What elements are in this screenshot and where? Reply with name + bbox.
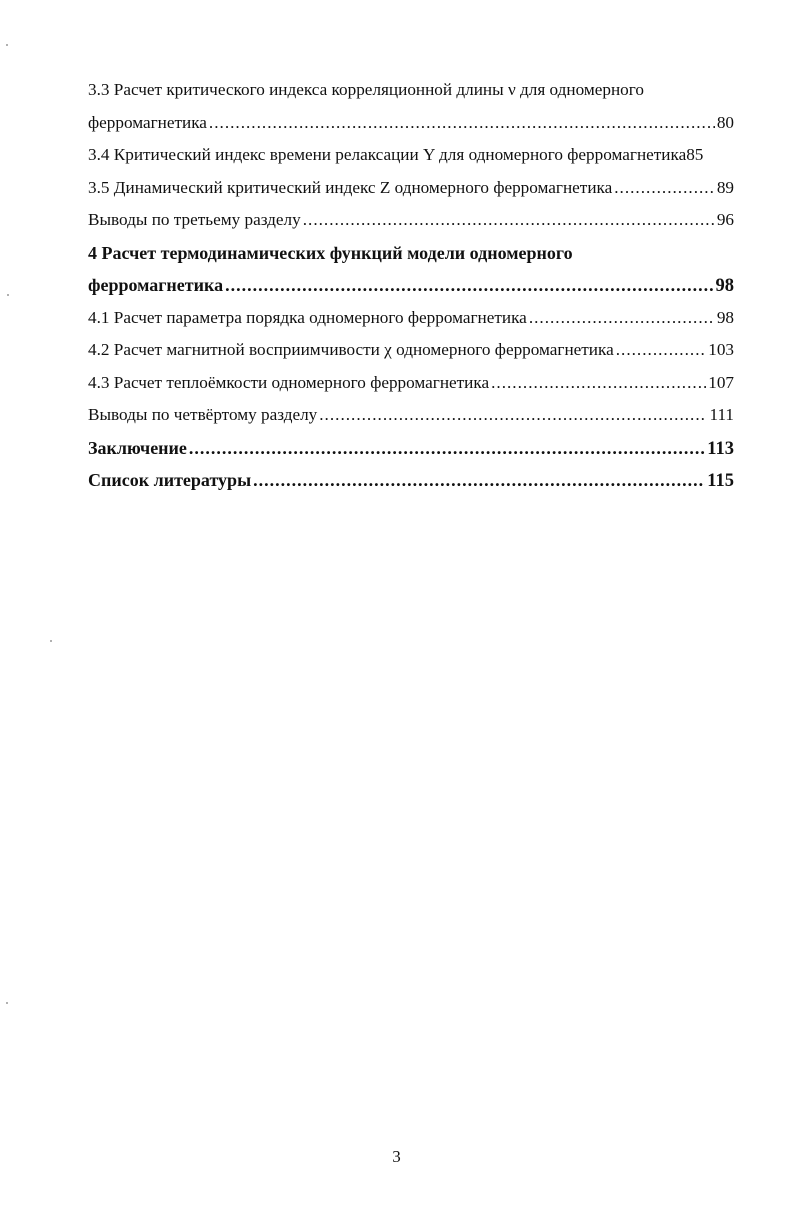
toc-chapter-title: ферромагнетика [88,275,224,295]
toc-entry-3-3[interactable] [88,107,734,140]
toc-entry-conclusions-3[interactable] [88,204,734,237]
scan-speck [6,1002,8,1004]
toc-page-number: 115 [707,471,734,491]
toc-page-number: 98 [716,307,734,327]
dot-leader [225,269,713,302]
toc-entry-title: Выводы по третьему разделу [88,210,301,229]
toc-chapter-title: Список литературы [88,470,252,490]
toc-entry-4-3[interactable] [88,367,734,400]
scan-speck [6,44,8,46]
toc-page-number: 103 [708,340,734,359]
toc-chapter-title: 4 Расчет термодинамических функций модели одномерного [88,242,573,263]
dot-leader [491,367,706,400]
toc-page-number: 111 [709,405,734,424]
dot-leader [189,432,705,465]
page-number: 3 [392,1147,401,1166]
toc-entry-title: 3.5 Динамический критический индекс Z одномерного ферромагнетика [88,177,613,197]
toc-entry-title: 4.1 Расчет параметра порядка одномерного ферромагнетика [88,307,527,327]
toc-page-number: 85 [686,145,704,164]
toc-page-number: 98 [715,276,734,296]
toc-entry-title: Выводы по четвёртому разделу [88,405,318,424]
scan-speck [50,640,52,642]
toc-page-number: 107 [708,372,734,392]
dot-leader [303,204,715,237]
toc-references[interactable] [88,464,734,497]
toc-entry-3-5[interactable] [88,172,734,205]
toc-chapter-title: Заключение [88,437,187,458]
dot-leader [529,302,715,335]
toc-entry-3-3-line1 [88,74,734,107]
toc-entry-3-4[interactable] [88,139,734,172]
dot-leader [253,464,705,497]
toc-chapter-4-line1 [88,237,734,270]
toc-chapter-4[interactable] [88,269,734,302]
toc-entry-title: ферромагнетика [88,112,207,132]
toc-page-number: 113 [707,438,734,459]
toc-entry-title: 3.3 Расчет критического индекса корреляционной длины ν для одномерного [88,80,644,99]
dot-leader [616,334,706,367]
toc-entry-title: 4.3 Расчет теплоёмкости одномерного ферромагнетика [88,372,490,392]
table-of-contents [88,74,734,497]
toc-page-number: 80 [716,112,734,132]
dot-leader [614,172,715,205]
toc-entry-title: 3.4 Критический индекс времени релаксации Υ для одномерного ферромагнетика [88,145,687,164]
scan-speck [7,294,9,296]
toc-page-number: 96 [716,210,734,229]
toc-conclusion[interactable] [88,432,734,465]
dot-leader [319,399,707,432]
dot-leader [209,107,715,140]
toc-entry-4-1[interactable] [88,302,734,335]
toc-entry-conclusions-4[interactable] [88,399,734,432]
toc-entry-title: 4.2 Расчет магнитной восприимчивости χ одномерного ферромагнетика [88,340,614,359]
toc-page-number: 89 [716,177,734,197]
toc-entry-4-2[interactable] [88,334,734,367]
